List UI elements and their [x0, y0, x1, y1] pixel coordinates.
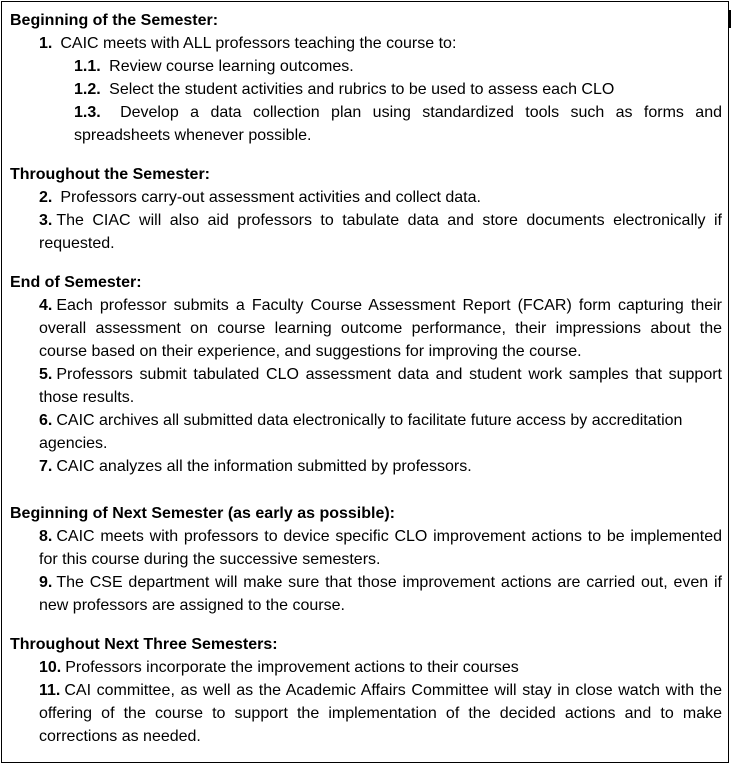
list-item: [39, 32, 722, 55]
sub-list-item: [74, 55, 722, 78]
item-text: The CIAC will also aid professors to tabulate data and store documents electronically if requested.: [39, 212, 722, 252]
sub-item-text: Develop a data collection plan using standardized tools such as forms and spreadsheets whenever possible.: [74, 104, 722, 144]
item-text: Professors carry-out assessment activities and collect data.: [60, 189, 481, 206]
item-text: The CSE department will make sure that those improvement actions are carried out, even if new professors are assigned to the course.: [39, 574, 722, 614]
sub-item-number: 1.1.: [74, 58, 101, 75]
sub-item-text: Review course learning outcomes.: [109, 58, 354, 75]
item-number: 10.: [39, 659, 62, 676]
section-heading: Beginning of the Semester:: [10, 12, 219, 29]
list-item: [39, 186, 722, 209]
section-heading: Beginning of Next Semester (as early as possible):: [10, 505, 396, 522]
section-throughout-semester: [10, 163, 722, 255]
list-item: [39, 363, 722, 409]
item-number: 5.: [39, 366, 53, 383]
section-heading: Throughout the Semester:: [10, 166, 211, 183]
edge-mark: [729, 10, 731, 28]
item-text: Professors submit tabulated CLO assessment data and student work samples that support those results.: [39, 366, 722, 406]
item-number: 1.: [39, 35, 53, 52]
item-number: 2.: [39, 189, 53, 206]
section-heading: Throughout Next Three Semesters:: [10, 636, 278, 653]
section-end-of-semester: [10, 271, 722, 478]
item-text: CAIC archives all submitted data electronically to facilitate future access by accreditation agencies.: [39, 412, 683, 452]
list-item: [39, 656, 722, 679]
list-item: [39, 294, 722, 363]
item-number: 3.: [39, 212, 53, 229]
sub-item-number: 1.2.: [74, 81, 101, 98]
item-text: CAI committee, as well as the Academic Affairs Committee will stay in close watch with the offering of the course to support the implementation of the decided actions and to make corrections as needed.: [39, 682, 722, 745]
item-text: CAIC meets with professors to device specific CLO improvement actions to be implemented for this course during the successive semesters.: [39, 528, 722, 568]
sub-list-item: [74, 101, 722, 147]
item-text: Each professor submits a Faculty Course Assessment Report (FCAR) form capturing their overall assessment on course learning outcome performance, their impressions about the course based on their experience, and suggestions for improving the course.: [39, 297, 722, 360]
item-text: CAIC analyzes all the information submitted by professors.: [56, 458, 472, 475]
item-number: 7.: [39, 458, 53, 475]
sub-item-text: Select the student activities and rubrics to be used to assess each CLO: [109, 81, 615, 98]
item-number: 4.: [39, 297, 53, 314]
list-item: [39, 209, 722, 255]
item-text: CAIC meets with ALL professors teaching the course to:: [60, 35, 457, 52]
item-number: 9.: [39, 574, 53, 591]
item-number: 8.: [39, 528, 53, 545]
sub-list-item: [74, 78, 722, 101]
assessment-process-document: [10, 9, 722, 748]
list-item: [39, 455, 722, 478]
list-item: [39, 679, 722, 748]
section-beginning-next-semester: [10, 502, 722, 617]
section-heading: End of Semester:: [10, 274, 142, 291]
sub-item-number: 1.3.: [74, 104, 101, 121]
section-next-three-semesters: [10, 633, 722, 748]
item-number: 6.: [39, 412, 53, 429]
list-item: [39, 409, 722, 455]
item-text: Professors incorporate the improvement actions to their courses: [65, 659, 519, 676]
item-number: 11.: [39, 682, 61, 699]
section-beginning-of-semester: [10, 9, 722, 147]
list-item: [39, 525, 722, 571]
list-item: [39, 571, 722, 617]
